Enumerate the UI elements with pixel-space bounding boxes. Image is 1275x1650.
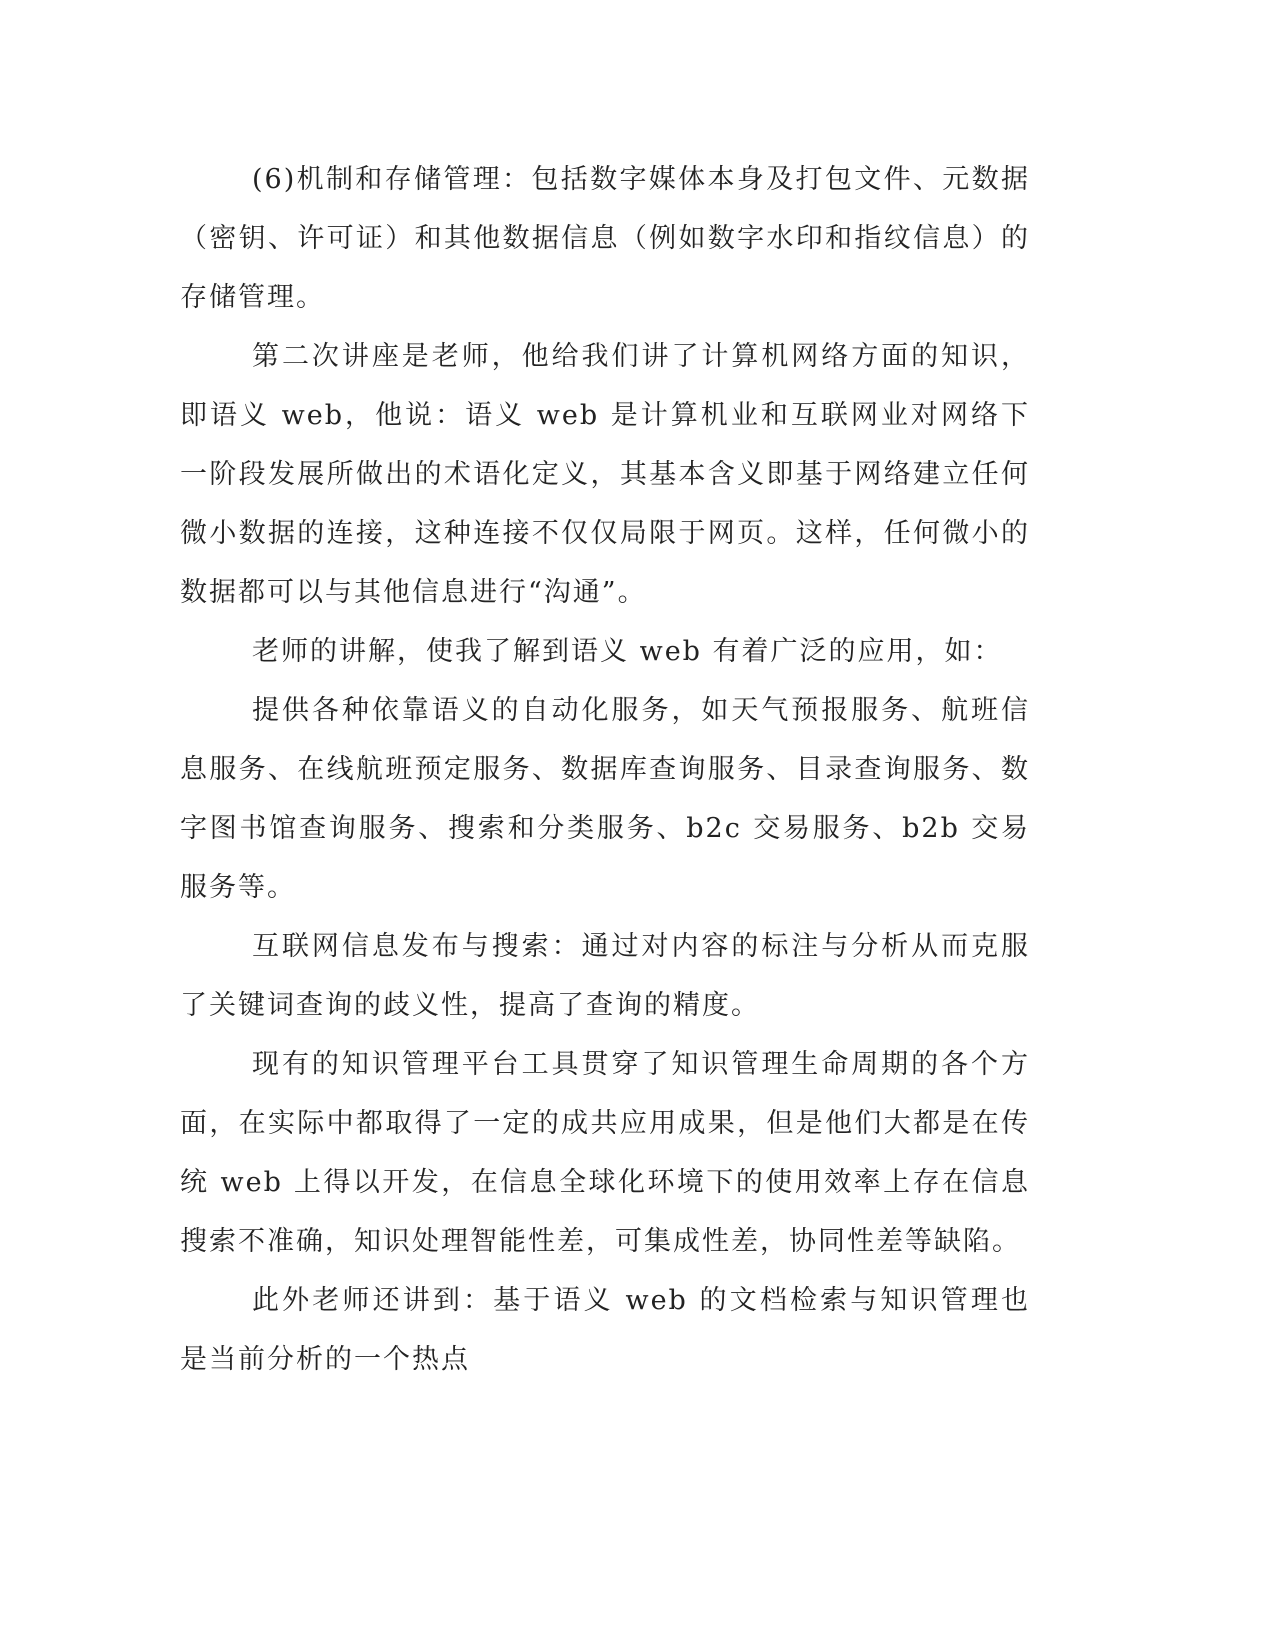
paragraph-document-retrieval: 此外老师还讲到：基于语义 web 的文档检索与知识管理也是当前分析的一个热点 bbox=[180, 1285, 1030, 1375]
paragraph-semantic-web-lecture: 第二次讲座是老师，他给我们讲了计算机网络方面的知识，即语义 web，他说：语义 web 是计算机业和互联网业对网络下一阶段发展所做出的术语化定义，其基本含义即基于网络建立任何微小数据的连接，这种连接不仅仅局限于网页。这样，任何微小的数据都可以与其他信息进行“沟通”。 bbox=[180, 341, 1030, 608]
document-body bbox=[180, 150, 1030, 1389]
paragraph-knowledge-platforms: 现有的知识管理平台工具贯穿了知识管理生命周期的各个方面，在实际中都取得了一定的成共应用成果，但是他们大都是在传统 web 上得以开发，在信息全球化环境下的使用效率上存在信息搜索不准确，知识处理智能性差，可集成性差，协同性差等缺陷。 bbox=[180, 1049, 1030, 1257]
paragraph-automation-services: 提供各种依靠语义的自动化服务，如天气预报服务、航班信息服务、在线航班预定服务、数据库查询服务、目录查询服务、数字图书馆查询服务、搜索和分类服务、b2c 交易服务、b2b 交易服务等。 bbox=[180, 695, 1030, 903]
paragraph-applications-intro: 老师的讲解，使我了解到语义 web 有着广泛的应用，如： bbox=[252, 636, 1003, 667]
paragraph-storage-management: (6)机制和存储管理：包括数字媒体本身及打包文件、元数据（密钥、许可证）和其他数据信息（例如数字水印和指纹信息）的存储管理。 bbox=[180, 164, 1030, 313]
paragraph-information-search: 互联网信息发布与搜索：通过对内容的标注与分析从而克服了关键词查询的歧义性，提高了查询的精度。 bbox=[180, 931, 1030, 1021]
